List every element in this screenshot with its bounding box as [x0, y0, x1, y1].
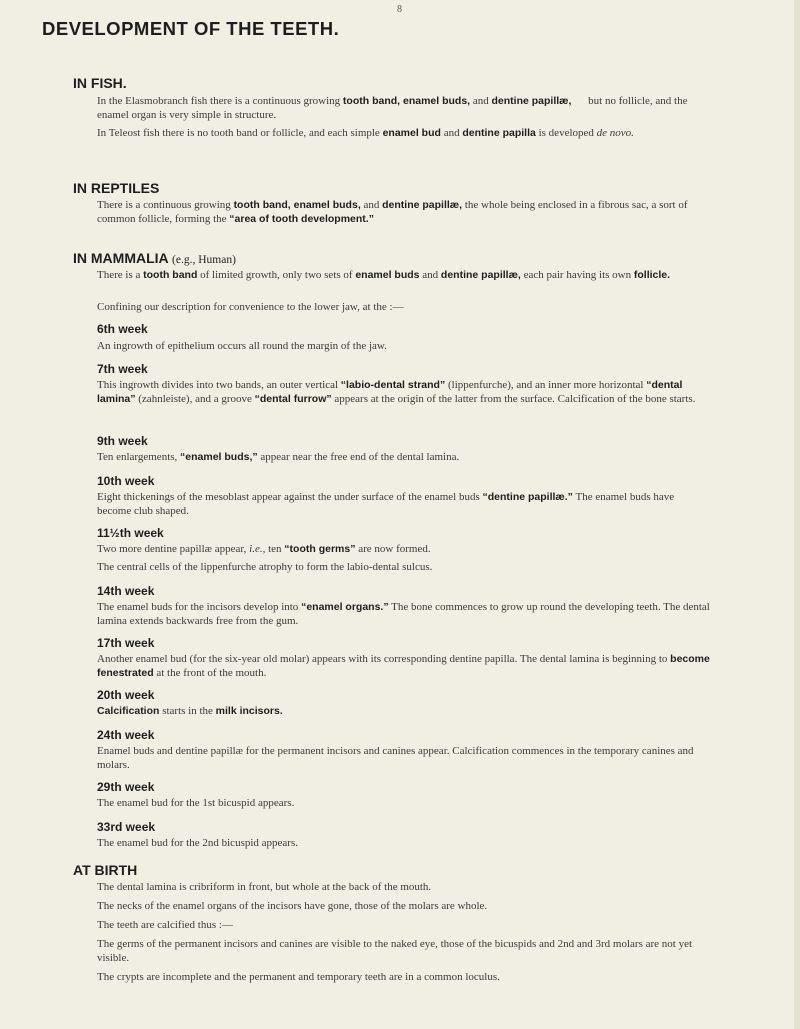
- week-29-text: The enamel bud for the 1st bicuspid appears.: [97, 797, 295, 809]
- birth-line-4: The germs of the permanent incisors and canines are visible to the naked eye, those of the bicuspids and 2nd and 3rd molars are not yet visible.: [97, 938, 693, 964]
- week-24-text: Enamel buds and dentine papillæ for the permanent incisors and canines appear. Calcification commences in the temporary canines and molars.: [97, 745, 694, 771]
- fish-paragraph-1: In the Elasmobranch fish there is a continuous growing tooth band, enamel buds, and dentine papillæ, but no follicle, and the enamel organ is very simple in structure.: [97, 95, 688, 121]
- week-heading-9: 9th week: [97, 434, 148, 448]
- fish-paragraph-2: In Teleost fish there is no tooth band or follicle, and each simple enamel bud and dentine papilla is developed de novo.: [97, 127, 634, 139]
- mammalia-paragraph-2: Confining our description for convenience to the lower jaw, at the :—: [97, 301, 404, 313]
- birth-line-3: The teeth are calcified thus :—: [97, 919, 233, 931]
- birth-line-5: The crypts are incomplete and the permanent and temporary teeth are in a common loculus.: [97, 971, 500, 983]
- section-heading-fish: IN FISH.: [73, 75, 127, 91]
- week-heading-14: 14th week: [97, 584, 155, 598]
- mammalia-paragraph-1: There is a tooth band of limited growth, only two sets of enamel buds and dentine papillæ, each pair having its own follicle.: [97, 269, 671, 281]
- week-heading-6: 6th week: [97, 322, 148, 336]
- page-number: 8: [397, 4, 402, 15]
- week-heading-33: 33rd week: [97, 820, 156, 834]
- reptiles-paragraph: There is a continuous growing tooth band, enamel buds, and dentine papillæ, the whole being enclosed in a fibrous sac, a sort of common follicle, forming the “area of tooth development.”: [97, 199, 688, 225]
- week-heading-10: 10th week: [97, 474, 155, 488]
- page-edge: [794, 0, 800, 1029]
- week-heading-17: 17th week: [97, 636, 155, 650]
- section-heading-mammalia: IN MAMMALIA (e.g., Human): [73, 250, 236, 266]
- birth-line-1: The dental lamina is cribriform in front, but whole at the back of the mouth.: [97, 881, 432, 893]
- week-7-text: This ingrowth divides into two bands, an outer vertical “labio-dental strand” (lippenfurche), and an inner more horizontal “dental lamina” (zahnleiste), and a groove “dental furrow” appears at the origin of the latter from the surface. Calcification of the bone starts.: [97, 379, 696, 405]
- week-9-text: Ten enlargements, “enamel buds,” appear near the free end of the dental lamina.: [97, 451, 460, 463]
- week-33-text: The enamel bud for the 2nd bicuspid appears.: [97, 837, 298, 849]
- section-heading-birth: AT BIRTH: [73, 862, 138, 878]
- week-17-text: Another enamel bud (for the six-year old molar) appears with its corresponding dentine papilla. The dental lamina is beginning to become fenestrated at the front of the mouth.: [97, 653, 710, 679]
- week-heading-24: 24th week: [97, 728, 155, 742]
- week-11-half-text-2: The central cells of the lippenfurche atrophy to form the labio-dental sulcus.: [97, 561, 433, 573]
- week-heading-20: 20th week: [97, 688, 155, 702]
- week-heading-29: 29th week: [97, 780, 155, 794]
- week-11-half-text: Two more dentine papillæ appear, i.e., ten “tooth germs” are now formed.: [97, 543, 431, 555]
- week-heading-11-half: 11½th week: [97, 526, 164, 540]
- week-14-text: The enamel buds for the incisors develop into “enamel organs.” The bone commences to grow up round the developing teeth. The dental lamina extends backwards free from the gum.: [97, 601, 710, 627]
- page-title: DEVELOPMENT OF THE TEETH.: [42, 18, 340, 39]
- section-heading-reptiles: IN REPTILES: [73, 180, 160, 196]
- week-heading-7: 7th week: [97, 362, 148, 376]
- birth-line-2: The necks of the enamel organs of the incisors have gone, those of the molars are whole.: [97, 900, 488, 912]
- week-6-text: An ingrowth of epithelium occurs all round the margin of the jaw.: [97, 340, 387, 352]
- week-10-text: Eight thickenings of the mesoblast appear against the under surface of the enamel buds “dentine papillæ.” The enamel buds have become club shaped.: [97, 491, 675, 517]
- week-20-text: Calcification starts in the milk incisors.: [97, 705, 283, 717]
